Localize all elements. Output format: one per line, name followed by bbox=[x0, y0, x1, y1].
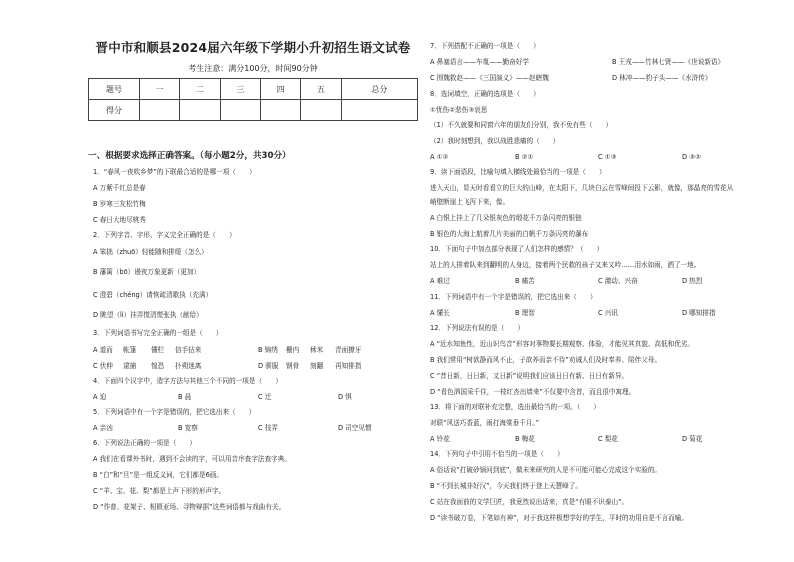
option-c-word: 惶恐 bbox=[151, 362, 165, 370]
question-8: 8．选词填空，正确的选项是（ ） bbox=[430, 90, 540, 98]
question-1: 1．“春风一夜吹乡梦”的下联最合适的是哪一项（ ） bbox=[93, 168, 256, 176]
option-b-word: 栅内 bbox=[286, 346, 300, 354]
score-table bbox=[88, 78, 418, 121]
table-cell: 得分 bbox=[89, 100, 140, 121]
question-9: 9．读下面语段，比喻句填入横线处最恰当的一项是（ ） bbox=[430, 168, 606, 176]
table-cell: 三 bbox=[220, 79, 260, 100]
section-heading: 一、根据要求选择正确答案。（每小题2分，共30分） bbox=[88, 151, 291, 161]
score-table-row-score bbox=[89, 100, 418, 121]
option-d: D “看色泗国采千住，一枝红杏出墙来”不仅要中含首，而且很中寓理。 bbox=[430, 388, 636, 396]
option-b: B “白”和“旦”是一组反义词，它们都是6画。 bbox=[93, 471, 223, 479]
option-b: B 我们常用“树欲静而风不止，子欲养而亲不待”劝诫人们及时奉养、陪伴父母。 bbox=[430, 356, 662, 364]
table-cell: 一 bbox=[140, 79, 180, 100]
option-c: C 澄碧（chéng）请恢疏清歌执（充满） bbox=[93, 291, 213, 299]
question-7: 7．下列搭配不正确的一项是（ ） bbox=[430, 42, 540, 50]
option-b: B 宽察 bbox=[178, 424, 198, 432]
option-a: A 难过 bbox=[430, 277, 450, 285]
option-b: B 藩篱（bō）谩夜万象更新（更加） bbox=[93, 268, 201, 276]
passage-line: 峭壁断崖上飞泻下来，像。 bbox=[430, 198, 510, 206]
table-cell bbox=[261, 100, 301, 121]
option-b: B 梅花 bbox=[515, 435, 535, 443]
question-2: 2．下列字音、字形、字义完全正确的是（ ） bbox=[93, 231, 236, 239]
option-a: A 铃花 bbox=[430, 435, 450, 443]
option-b: B 王戎——竹林七贤——《世说新语》 bbox=[612, 58, 725, 66]
table-cell bbox=[301, 100, 341, 121]
question-14: 14．下列句子中引用不恰当的一项是（ ） bbox=[430, 450, 564, 458]
blank-sentence-2: （2）我时刻想到，我以战胜悲痛的（ ） bbox=[430, 137, 560, 145]
option-b: B “不到长城非好汉”，今天我们终于登上天慧峰了。 bbox=[430, 482, 582, 490]
option-c: C 春日大地尽桃秀 bbox=[93, 216, 146, 224]
passage-line: 站上的人排着队来到翻明的人身边，接着两个民救的孩子又来又吟……泪水如雨，洒了一地。 bbox=[430, 261, 701, 269]
option-b: B ②① bbox=[515, 153, 534, 161]
question-12: 12．下列说法有误的是（ ） bbox=[430, 324, 525, 332]
option-a: A 懂长 bbox=[430, 309, 450, 317]
exam-title: 晋中市和顺县2024届六年级下学期小升初招生语文试卷 bbox=[95, 40, 411, 55]
option-d-word: 再知排指 bbox=[335, 362, 362, 370]
exam-notice: 考生注意：满分100分，时间90分钟 bbox=[188, 64, 318, 73]
option-a-word: 信手拈来 bbox=[175, 346, 202, 354]
option-d: D 菊花 bbox=[682, 435, 703, 443]
option-c: C 围魏救赵——《三国演义》——赵瞎魏 bbox=[430, 74, 549, 82]
question-6: 6．下列说法正确的一项是（ ） bbox=[93, 439, 197, 447]
option-d: D “读书破万卷，下笔如有神”，对于我这样极想学好的学生，平时的功用自是不言而喻。 bbox=[430, 514, 688, 522]
table-cell: 题号 bbox=[89, 79, 140, 100]
option-b-word: 秫米 bbox=[310, 346, 324, 354]
option-b: B 理智 bbox=[515, 309, 535, 317]
option-a: A ①② bbox=[430, 153, 449, 161]
score-table-row-header bbox=[89, 79, 418, 100]
option-d: D ③② bbox=[682, 153, 701, 161]
option-a-word: 懂栏 bbox=[151, 346, 165, 354]
option-d: D 林冲——豹子头——《水浒传》 bbox=[612, 74, 712, 82]
table-cell: 二 bbox=[180, 79, 220, 100]
blank-sentence-1: （1）不久就要和同窗六年的朋友们分别，我不免有些（ ） bbox=[430, 121, 613, 129]
option-a: A 白银上挂上了几朵银灰色的缎花千万条闪亮的银链 bbox=[430, 214, 582, 222]
question-13: 13．将下面的对联补充完整，选出最恰当的一项。（ ） bbox=[430, 403, 600, 411]
option-a: A 迫 bbox=[93, 393, 107, 401]
table-cell bbox=[140, 100, 180, 121]
option-c: C 迁 bbox=[258, 393, 272, 401]
option-d: D 哪知排指 bbox=[682, 309, 716, 317]
option-b: B 锦绣 bbox=[258, 346, 278, 354]
option-a: A 笨拙（zhuō）轻能随和排缓（怎么） bbox=[93, 248, 208, 256]
option-c: C “羊、宝、花、梨”都是上声下形的形声字。 bbox=[93, 487, 226, 495]
question-5: 5．下列词语中有一个字是错误的，把它选出来（ ） bbox=[93, 408, 256, 416]
option-b-word: 青面獠牙 bbox=[335, 346, 362, 354]
option-b: B 银色的大海上航着几片美丽的白帆千万条闪亮的瀑布 bbox=[430, 230, 589, 238]
table-cell bbox=[341, 100, 417, 121]
word-choices: ①忧伤②悲伤③哀思 bbox=[430, 106, 488, 114]
option-c: C 站在我面前的文学巨匠，我竟然说出话来，真是“有眼不识泰山”。 bbox=[430, 498, 629, 506]
option-a: A 俗话说“打破砂锅问到底”，做未来研究的人是不可能可能心完成这个实验的。 bbox=[430, 466, 662, 474]
option-a-word: 帐篷 bbox=[123, 346, 137, 354]
table-cell bbox=[220, 100, 260, 121]
option-d: D 眺望（lì）挂弄慌清慌张执（献给） bbox=[93, 311, 203, 319]
question-3: 3．下列词语书写完全正确的一组是（ ） bbox=[93, 329, 223, 337]
question-4: 4．下面四个汉字中，造字方法与其他三个不同的一项是（ ） bbox=[93, 377, 282, 385]
option-b: B 晨 bbox=[178, 393, 192, 401]
option-c-word: 逮捕 bbox=[123, 362, 137, 370]
option-c: C “昔日新，日日新，又日新”说明我们应该日日有新、日日有新异。 bbox=[430, 372, 629, 380]
option-a: A 道而 bbox=[93, 346, 113, 354]
passage-line: 进入天山，显天时看看立的巨大的山峰，在太阳下，几块白云在雪峰间投下云影，就像，那晶亮的雪花从 bbox=[430, 184, 734, 192]
option-c: C 技弄 bbox=[258, 424, 278, 432]
option-d-word: 钢骨 bbox=[286, 362, 300, 370]
couplet-line: 对联“风送巧香蓝，雨打海棠垂千月。” bbox=[430, 419, 540, 427]
option-c: C 兴讯 bbox=[598, 309, 618, 317]
option-c: C ①③ bbox=[598, 153, 617, 161]
option-a: A 鼻塞语言——车胤——勤奋好学 bbox=[430, 58, 529, 66]
option-c: C 梨花 bbox=[598, 435, 618, 443]
option-b: B 痛苦 bbox=[515, 277, 535, 285]
option-d: D 驯服 bbox=[258, 362, 279, 370]
option-a: A 万紫千红总是春 bbox=[93, 184, 146, 192]
option-d: D “作普、花架子、相匮亚场、寻物辩据”这些词语都与戏曲有关。 bbox=[93, 503, 286, 511]
question-10: 10．下面句子中加点部分表现了人们怎样的感情？（ ） bbox=[430, 245, 604, 253]
option-a: A 亲凶 bbox=[93, 424, 113, 432]
option-d: D 热烈 bbox=[682, 277, 703, 285]
option-b: B 岁寒三友松竹梅 bbox=[93, 200, 146, 208]
option-d-word: 刻翻 bbox=[310, 362, 324, 370]
table-cell: 四 bbox=[261, 79, 301, 100]
option-c: C 激动、兴奋 bbox=[598, 277, 638, 285]
option-a: A 我们在看课外书时，遇到不会读的字，可以用音序查字法查字典。 bbox=[93, 455, 291, 463]
option-c: C 伏伸 bbox=[93, 362, 113, 370]
table-cell: 总分 bbox=[341, 79, 417, 100]
option-c-word: 扑朔迷离 bbox=[175, 362, 202, 370]
question-11: 11．下列词语中有一个字是错误的，把它选出来（ ） bbox=[430, 293, 597, 301]
option-d: D 惧 bbox=[338, 393, 352, 401]
option-d: D 司空见惯 bbox=[338, 424, 372, 432]
table-cell bbox=[180, 100, 220, 121]
table-cell: 五 bbox=[301, 79, 341, 100]
option-a: A “近水知鱼性，近山识鸟音”形容对事物要长期观察、体验，才能见其真貌、高低和优劣。 bbox=[430, 340, 694, 348]
